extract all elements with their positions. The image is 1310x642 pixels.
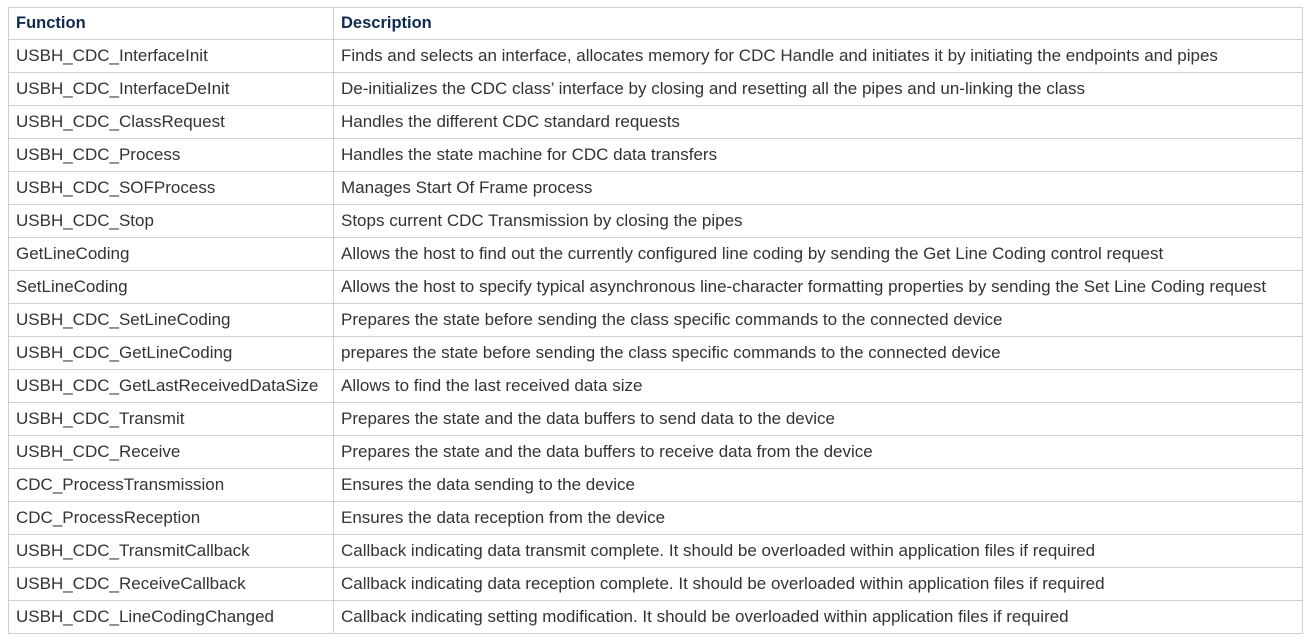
description-cell: prepares the state before sending the class specific commands to the connected device	[334, 337, 1303, 370]
function-cell: SetLineCoding	[9, 271, 334, 304]
function-cell: USBH_CDC_ReceiveCallback	[9, 568, 334, 601]
description-cell: Finds and selects an interface, allocates memory for CDC Handle and initiates it by initiating the endpoints and pipes	[334, 40, 1303, 73]
function-cell: CDC_ProcessReception	[9, 502, 334, 535]
function-cell: CDC_ProcessTransmission	[9, 469, 334, 502]
table-row	[9, 172, 1303, 205]
description-cell: Handles the different CDC standard requests	[334, 106, 1303, 139]
function-cell: USBH_CDC_TransmitCallback	[9, 535, 334, 568]
function-table	[8, 7, 1303, 634]
description-cell: Ensures the data reception from the device	[334, 502, 1303, 535]
table-row	[9, 238, 1303, 271]
table-row	[9, 304, 1303, 337]
function-cell: USBH_CDC_Process	[9, 139, 334, 172]
table-row	[9, 535, 1303, 568]
table-row	[9, 73, 1303, 106]
function-cell: USBH_CDC_Stop	[9, 205, 334, 238]
table-body	[9, 40, 1303, 634]
table-row	[9, 436, 1303, 469]
table-row	[9, 205, 1303, 238]
description-cell: Ensures the data sending to the device	[334, 469, 1303, 502]
description-cell: Prepares the state and the data buffers to send data to the device	[334, 403, 1303, 436]
function-cell: GetLineCoding	[9, 238, 334, 271]
description-cell: Stops current CDC Transmission by closing the pipes	[334, 205, 1303, 238]
table-row	[9, 139, 1303, 172]
table-row	[9, 502, 1303, 535]
function-cell: USBH_CDC_GetLastReceivedDataSize	[9, 370, 334, 403]
table-header-row	[9, 8, 1303, 40]
function-cell: USBH_CDC_GetLineCoding	[9, 337, 334, 370]
table-row	[9, 403, 1303, 436]
table-row	[9, 568, 1303, 601]
description-cell: Callback indicating data transmit complete. It should be overloaded within application files if required	[334, 535, 1303, 568]
table-row	[9, 337, 1303, 370]
description-cell: Allows the host to find out the currently configured line coding by sending the Get Line Coding control request	[334, 238, 1303, 271]
function-cell: USBH_CDC_ClassRequest	[9, 106, 334, 139]
function-cell: USBH_CDC_Receive	[9, 436, 334, 469]
description-cell: Prepares the state before sending the class specific commands to the connected device	[334, 304, 1303, 337]
description-cell: De-initializes the CDC class’ interface by closing and resetting all the pipes and un-linking the class	[334, 73, 1303, 106]
description-cell: Allows the host to specify typical asynchronous line-character formatting properties by sending the Set Line Coding request	[334, 271, 1303, 304]
table-row	[9, 370, 1303, 403]
table-row	[9, 106, 1303, 139]
description-cell: Allows to find the last received data size	[334, 370, 1303, 403]
function-cell: USBH_CDC_InterfaceInit	[9, 40, 334, 73]
function-cell: USBH_CDC_InterfaceDeInit	[9, 73, 334, 106]
description-cell: Callback indicating setting modification. It should be overloaded within application files if required	[334, 601, 1303, 634]
description-cell: Manages Start Of Frame process	[334, 172, 1303, 205]
header-description: Description	[334, 8, 1303, 40]
function-cell: USBH_CDC_SetLineCoding	[9, 304, 334, 337]
function-cell: USBH_CDC_Transmit	[9, 403, 334, 436]
description-cell: Callback indicating data reception complete. It should be overloaded within application files if required	[334, 568, 1303, 601]
function-cell: USBH_CDC_SOFProcess	[9, 172, 334, 205]
table-row	[9, 601, 1303, 634]
function-cell: USBH_CDC_LineCodingChanged	[9, 601, 334, 634]
description-cell: Handles the state machine for CDC data transfers	[334, 139, 1303, 172]
function-table-container	[8, 7, 1302, 634]
header-function: Function	[9, 8, 334, 40]
table-row	[9, 469, 1303, 502]
table-row	[9, 40, 1303, 73]
table-row	[9, 271, 1303, 304]
description-cell: Prepares the state and the data buffers to receive data from the device	[334, 436, 1303, 469]
